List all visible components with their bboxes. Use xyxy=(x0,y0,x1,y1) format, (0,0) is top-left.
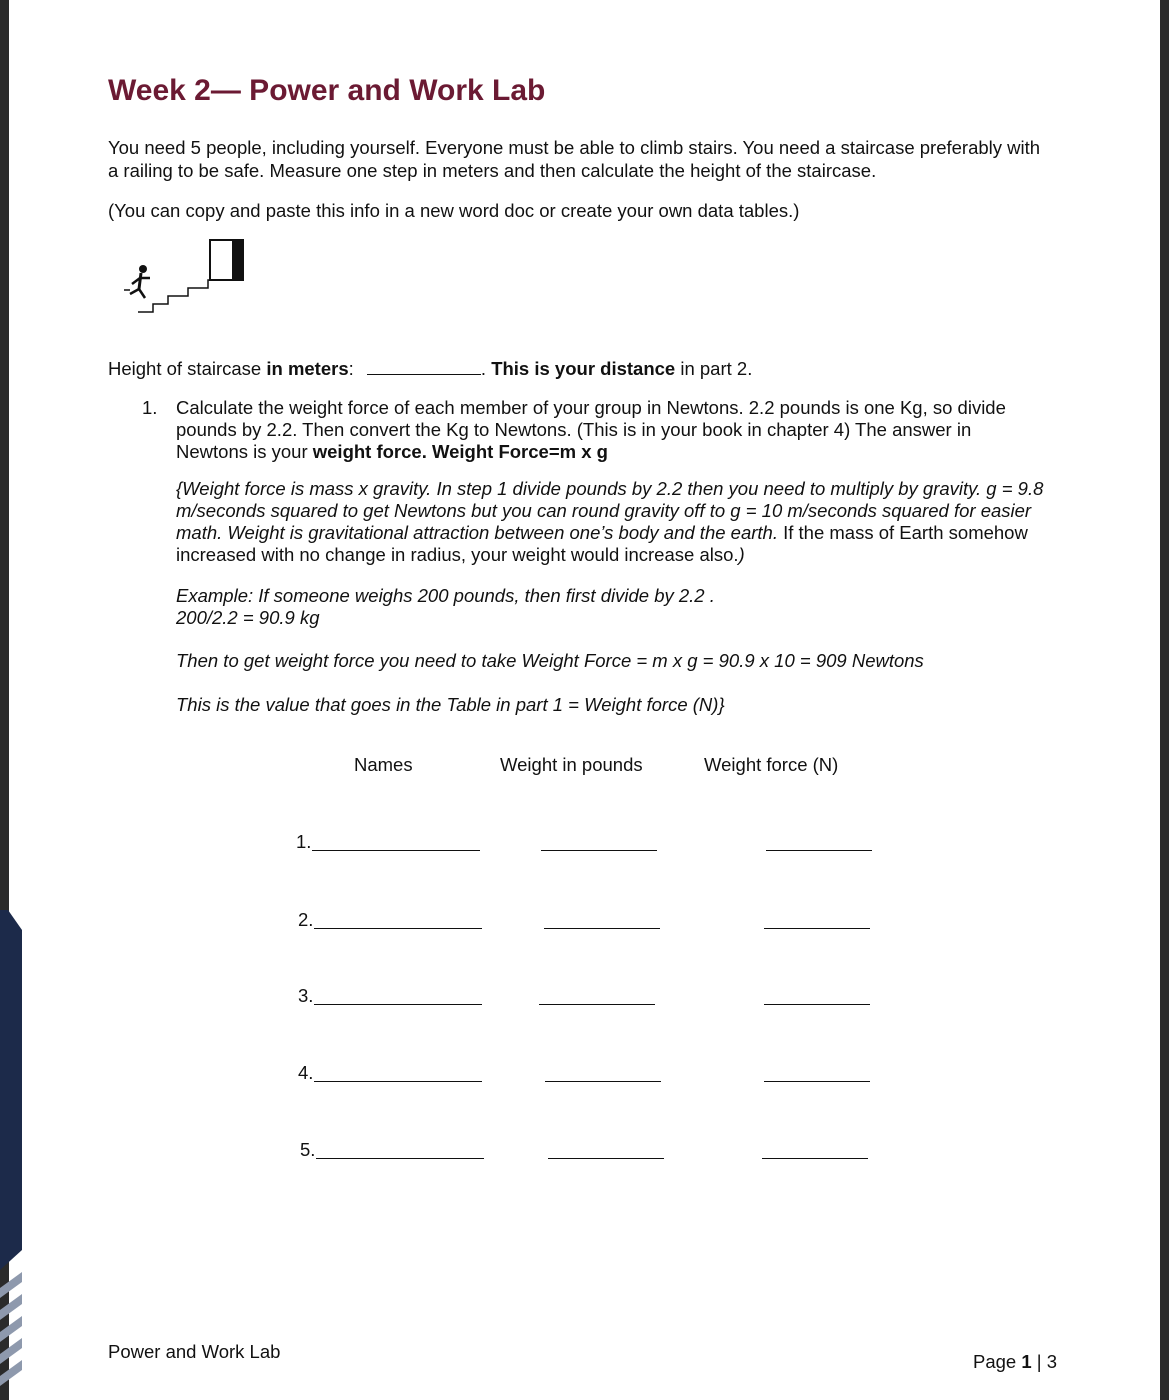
force-blank xyxy=(764,1004,870,1005)
force-blank xyxy=(766,850,872,851)
name-blank xyxy=(314,1081,482,1082)
question-formula: weight force. Weight Force=m x g xyxy=(312,441,608,462)
name-blank xyxy=(312,850,480,851)
page-current: 1 xyxy=(1021,1351,1032,1372)
example-block xyxy=(176,585,1046,629)
name-blank xyxy=(314,928,482,929)
staircase-height-line xyxy=(108,358,752,380)
height-units: in meters xyxy=(266,358,349,379)
page-title: Week 2— Power and Work Lab xyxy=(108,74,546,107)
page-number xyxy=(973,1351,1057,1373)
pounds-blank xyxy=(541,850,657,851)
then-line: Then to get weight force you need to take Weight Force = m x g = 90.9 x 10 = 909 Newtons xyxy=(176,650,924,671)
distance-tail: in part 2. xyxy=(675,358,753,379)
row-number: 3. xyxy=(298,985,314,1006)
name-blank xyxy=(316,1158,484,1159)
row-number: 5. xyxy=(300,1139,316,1160)
decorative-stripe-band xyxy=(0,910,30,1400)
force-blank xyxy=(764,1081,870,1082)
intro-paragraph: You need 5 people, including yourself. Everyone must be able to climb stairs. You need a staircase preferably with a railing to be safe. Measure one step in meters and then calculate the height of the staircase. xyxy=(108,137,1041,181)
pounds-blank xyxy=(545,1081,661,1082)
page-total: | 3 xyxy=(1031,1351,1058,1372)
question-text xyxy=(176,397,1046,463)
height-colon: : xyxy=(348,358,354,379)
height-after-blank: . xyxy=(480,358,492,379)
column-header-weight-force: Weight force (N) xyxy=(704,754,839,775)
question-number: 1. xyxy=(142,397,158,418)
row-number: 2. xyxy=(298,909,314,930)
distance-label: This is your distance xyxy=(491,358,676,379)
height-label: Height of staircase xyxy=(108,358,267,379)
footer-title: Power and Work Lab xyxy=(108,1341,281,1362)
force-blank xyxy=(764,928,870,929)
gravity-note-italic: {Weight force is mass x gravity. In step 1 divide pounds by 2.2 then you need to multiply by gravity. g = 9.8 m/seconds squared to get Newtons but you can round gravity off to g = 10 m/seconds squared for easier math. Weight is gravitational attraction between one’s body and the earth. xyxy=(176,478,1044,543)
row-number: 1. xyxy=(296,831,312,852)
gravity-note-plain: If the mass of Earth somehow increased with no change in radius, your weight would increase also. xyxy=(176,522,1028,565)
question-body: Calculate the weight force of each member of your group in Newtons. 2.2 pounds is one Kg, so divide pounds by 2.2. Then convert the Kg to Newtons. (This is in your book in chapter 4) The answer in Newtons is your xyxy=(176,397,1006,462)
value-line: This is the value that goes in the Table in part 1 = Weight force (N)} xyxy=(176,694,725,715)
pounds-blank xyxy=(544,928,660,929)
pounds-blank xyxy=(539,1004,655,1005)
staircase-runner-icon xyxy=(108,232,268,318)
example-line-2: 200/2.2 = 90.9 kg xyxy=(176,607,320,628)
name-blank xyxy=(314,1004,482,1005)
force-blank xyxy=(762,1158,868,1159)
gravity-note xyxy=(176,478,1046,566)
document-page xyxy=(9,0,1160,1400)
copy-note: (You can copy and paste this info in a new word doc or create your own data tables.) xyxy=(108,200,800,221)
viewer-right-edge xyxy=(1160,0,1169,1400)
column-header-weight-pounds: Weight in pounds xyxy=(500,754,643,775)
column-header-names: Names xyxy=(354,754,413,775)
page-label: Page xyxy=(973,1351,1022,1372)
row-number: 4. xyxy=(298,1062,314,1083)
height-blank xyxy=(367,374,481,375)
gravity-note-close: ) xyxy=(738,544,745,565)
pounds-blank xyxy=(548,1158,664,1159)
example-line-1: Example: If someone weighs 200 pounds, then first divide by 2.2 . xyxy=(176,585,715,606)
